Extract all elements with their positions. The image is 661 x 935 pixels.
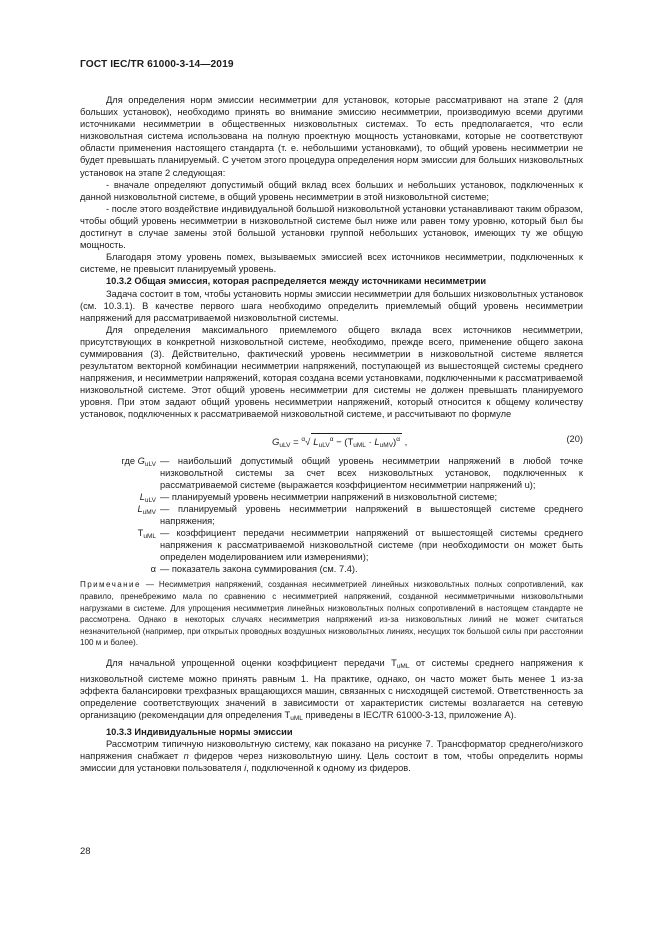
note: Примечание — Несимметрия напряжений, созданная несимметрией линейных низковольтных полных сопротивлений, как правило, пренебрежимо мала по сравнению с несимметрией напряжений, созданной несимметричными низковольтными нагрузками в системе. Для упрощения несимметрия линейных низковольтных полных сопротивлений в настоящем стандарте не рассмотрена. Однако в некоторых случаях несимметрия напряжений из-за низковольтных линий не может считаться незначительной (например, при открытых проводных воздушных низковольтных линиях, несущих ток большой силы при расстоянии 100 м и более). [80,580,583,648]
section-heading: 10.3.3 Индивидуальные нормы эмиссии [106,726,293,737]
definition-item: $L_{uLV}$ — планируемый уровень несимметрии напряжений в низковольтной системе; [139,491,498,504]
definition-item: где $G_{uLV}$ — наибольший допустимый общий уровень несимметрии напряжений в любой точке низковольтной системы за счет всех низковольтных установок, подключенных к рассматриваемой системе (выражается коэффициентом несимметрии напряжений u); [121,455,583,490]
document-header: ГОСТ IEC/TR 61000-3-14—2019 [80,59,234,70]
list-item: - после этого воздействие индивидуальной большой низковольтной установки устанавливают таким образом, чтобы общий уровень несимметрии в низковольтной системе был ниже или равен тому уровню, который был бы достигнут в случае замены этой большой установки группой небольших установок, имеющих ту же общую мощность. [80,203,583,251]
section-heading: 10.3.2 Общая эмиссия, которая распределяется между источниками несимметрии [106,276,487,287]
paragraph: Для определения норм эмиссии несимметрии для установок, которые рассматривают на этапе 2 (для больших установок), необходимо принять во внимание эмиссию несимметрии, производимую всеми другими источниками несимметрии в общественных низковольтных системах. То есть предполагается, что если низковольтная система использована на полную проектную мощность установками, которые не соответствуют области применения настоящего стандарта (т. е. небольшими установками), то общий уровень несимметрии не будет превышать планируемый. С учетом этого процедура определения норм эмиссии для больших низковольтных установок на этапе 2 следующая: [80,95,583,178]
radicand: $L_{uLV}^\alpha - (T_{uML} \cdot L_{uMV})^\alpha$ [311,433,402,452]
list-item: - вначале определяют допустимый общий вклад всех больших и небольших установок, подключенных к данной низковольтной системе, в общий уровень несимметрии в этой низковольтной системе; [80,179,583,202]
radical-sign: √ [305,436,311,448]
note-label: Примечание [80,580,141,590]
formula-expression: $G_{uLV} = ^\alpha√$ $L_{uLV}^\alpha - (T_{uML} \cdot L_{uMV})^\alpha$ , [272,433,407,452]
paragraph: Благодаря этому уровень помех, вызываемых эмиссией всех источников несимметрии, подключенных к системе, не превысит планируемый уровень. [80,252,583,275]
paragraph: Для определения максимального приемлемого общего вклада всех источников несимметрии, присутствующих в конкретной низковольтной системе, необходимо, прежде всего, применение общего закона суммирования (3). Действительно, фактический уровень несимметрии в низковольтной системе является результатом векторной комбинации несимметрии напряжений, поступающей из вышестоящей системы среднего напряжения, и несимметрии напряжений, которая создана всеми установками, подключенными к рассматриваемой низковольтной системе. Этот общий уровень несимметрии для системы не должен превышать планируемого уровня. При этом задают общий уровень несимметрии напряжений, который относится к общему количеству установок, подключенных к рассматриваемой низковольтной системе, и рассчитывают по формуле [80,324,583,420]
formula-20 [80,427,583,453]
paragraph: Для начальной упрощенной оценки коэффициент передачи $T_{uML}$ от системы среднего напряжения к низковольтной системе можно принять равным 1. На практике, однако, он часто может быть менее 1 из-за эффекта балансировки трехфазных вращающихся машин, связанных с нисходящей системой. Ответственность за определение соответствующих значений в зависимости от характеристик системы возлагается на сетевую организацию (рекомендации для определения $T_{uML}$ приведены в IEC/TR 61000-3-13, приложение А). [80,658,583,723]
page-body [80,94,583,774]
root-index: α [301,435,306,443]
formula-number: (20) [566,433,583,444]
definition-item: $L_{uMV}$ — планируемый уровень несимметрии напряжений в вышестоящей системе среднего напряжения; [137,503,583,526]
paragraph: Задача состоит в том, чтобы установить нормы эмиссии несимметрии для больших низковольтных установок (см. 10.3.1). В качестве первого шага необходимо определить приемлемый общий уровень несимметрии напряжений для рассматриваемой низковольтной системы. [80,288,583,323]
definitions-list [80,455,583,576]
definition-item: $T_{uML}$ — коэффициент передачи несимметрии напряжений от вышестоящей системы среднего напряжения к рассматриваемой низковольтной системе (при необходимости он может быть определен моделированием или измерениями); [137,528,583,563]
paragraph: Рассмотрим типичную низковольтную систему, как показано на рисунке 7. Трансформатор среднего/низкого напряжения снабжает n фидеров через низковольтную шину. Цель состоит в том, чтобы определить нормы эмиссии для установки пользователя i, подключенной к одному из фидеров. [80,738,583,773]
page-number: 28 [80,846,91,857]
definition-item: α — показатель закона суммирования (см. 7.4). [150,564,358,575]
